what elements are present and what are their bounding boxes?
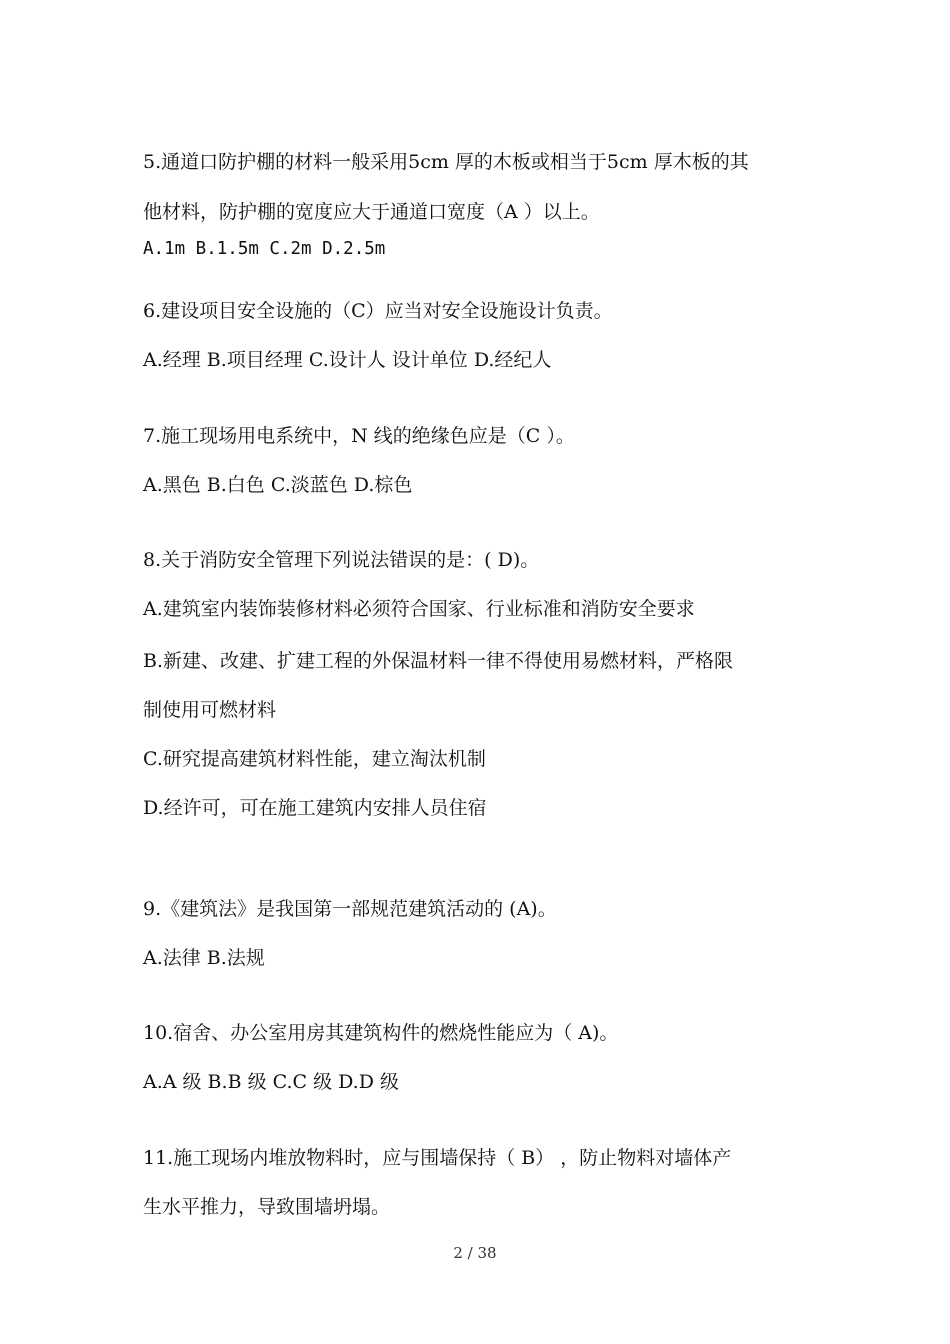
question-9-stem: 9.《建筑法》是我国第一部规范建筑活动的 (A)。: [143, 898, 557, 920]
question-5-options: A.1m B.1.5m C.2m D.2.5m: [143, 239, 386, 259]
question-11-stem-line-1: 11.施工现场内堆放物料时，应与围墙保持（ B） ，防止物料对墙体产: [143, 1147, 732, 1169]
question-11-stem-line-2: 生水平推力，导致围墙坍塌。: [143, 1196, 391, 1218]
question-8-option-a: A.建筑室内装饰装修材料必须符合国家、行业标准和消防安全要求: [143, 598, 695, 620]
question-7-options: A.黑色 B.白色 C.淡蓝色 D.棕色: [143, 474, 413, 496]
page-number: 2 / 38: [453, 1244, 497, 1262]
question-6-options: A.经理 B.项目经理 C.设计人 设计单位 D.经纪人: [143, 349, 552, 371]
question-8-option-c: C.研究提高建筑材料性能，建立淘汰机制: [143, 748, 486, 770]
question-8-option-d: D.经许可，可在施工建筑内安排人员住宿: [143, 797, 487, 819]
question-8-option-b-line-2: 制使用可燃材料: [143, 699, 277, 721]
question-10-stem: 10.宿舍、办公室用房其建筑构件的燃烧性能应为（ A)。: [143, 1022, 619, 1044]
question-5-stem-line-2: 他材料，防护棚的宽度应大于通道口宽度（A ）以上。: [143, 201, 600, 223]
question-8-option-b-line-1: B.新建、改建、扩建工程的外保温材料一律不得使用易燃材料，严格限: [143, 650, 734, 672]
question-9-options: A.法律 B.法规: [143, 947, 265, 969]
question-6-stem: 6.建设项目安全设施的（C）应当对安全设施设计负责。: [143, 300, 613, 322]
question-5-stem-line-1: 5.通道口防护棚的材料一般采用5cm 厚的木板或相当于5cm 厚木板的其: [143, 151, 749, 173]
question-10-options: A.A 级 B.B 级 C.C 级 D.D 级: [143, 1071, 399, 1093]
question-7-stem: 7.施工现场用电系统中，N 线的绝缘色应是（C ）。: [143, 425, 575, 447]
question-8-stem: 8.关于消防安全管理下列说法错误的是：( D)。: [143, 549, 540, 571]
